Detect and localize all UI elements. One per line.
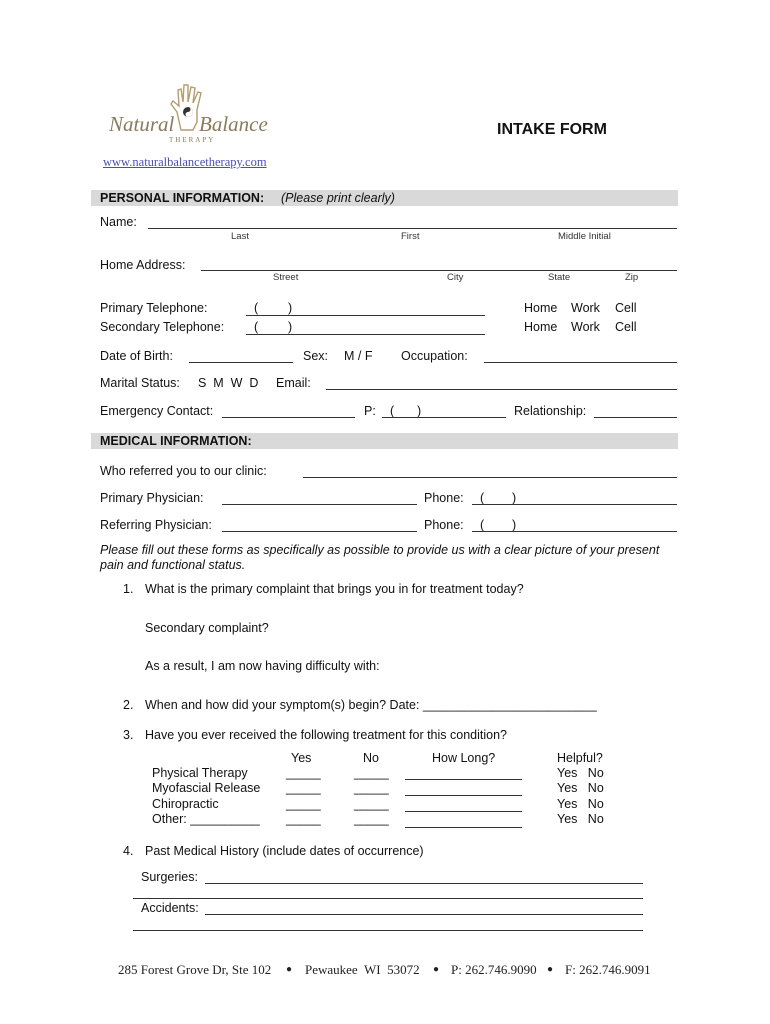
- accidents-label: Accidents:: [141, 901, 199, 915]
- primary-phone-paren-open: (: [254, 301, 259, 315]
- occupation-label: Occupation:: [401, 349, 468, 363]
- referring-physician-label: Referring Physician:: [100, 518, 212, 532]
- marital-label: Marital Status:: [100, 376, 180, 390]
- primary-phone-label: Primary Telephone:: [100, 301, 208, 315]
- name-field[interactable]: [148, 228, 677, 229]
- name-last-caption: Last: [231, 231, 249, 242]
- surgeries-label: Surgeries:: [141, 870, 198, 884]
- footer-bullet: ●: [286, 964, 293, 975]
- footer-fax: F: 262.746.9091: [565, 962, 651, 977]
- q1-number: 1.: [123, 582, 134, 596]
- footer-city: Pewaukee WI 53072: [305, 962, 420, 977]
- treatment-row-label: Physical Therapy: [152, 766, 248, 780]
- accidents-field[interactable]: [205, 914, 643, 915]
- name-mi-caption: Middle Initial: [558, 231, 611, 242]
- marital-options[interactable]: S M W D: [198, 376, 259, 390]
- col-no: No: [363, 751, 379, 765]
- dob-label: Date of Birth:: [100, 349, 173, 363]
- q1-result: As a result, I am now having difficulty with:: [145, 659, 380, 673]
- secondary-phone-field[interactable]: [246, 334, 485, 335]
- sex-options[interactable]: M / F: [344, 349, 373, 363]
- surgeries-field-extra[interactable]: [133, 898, 643, 899]
- occupation-field[interactable]: [484, 362, 677, 363]
- form-title: INTAKE FORM: [497, 121, 607, 138]
- emergency-label: Emergency Contact:: [100, 404, 214, 418]
- treatment-yes-blank[interactable]: _____: [286, 812, 321, 826]
- treatment-how-long-field[interactable]: [405, 795, 522, 796]
- logo-word-natural: Natural: [109, 112, 175, 136]
- treatment-how-long-field[interactable]: [405, 779, 522, 780]
- q2-number: 2.: [123, 698, 134, 712]
- q4-number: 4.: [123, 844, 134, 858]
- accidents-field-extra[interactable]: [133, 930, 643, 931]
- addr-state-caption: State: [548, 272, 571, 283]
- treatment-helpful-options[interactable]: Yes No: [557, 766, 604, 780]
- dob-field[interactable]: [189, 362, 293, 363]
- instructions-text: Please fill out these forms as specifically as possible to provide us with a clear picture of your present pain and functional status.: [100, 543, 660, 572]
- footer-phone: P: 262.746.9090: [451, 962, 537, 977]
- q3-text: Have you ever received the following treatment for this condition?: [145, 728, 507, 742]
- personal-info-heading: PERSONAL INFORMATION:: [100, 191, 265, 205]
- secondary-phone-paren-close: ): [288, 320, 293, 334]
- rp-paren-open: (: [480, 518, 485, 532]
- rp-paren-close: ): [512, 518, 517, 532]
- q3-number: 3.: [123, 728, 134, 742]
- name-first-caption: First: [401, 231, 420, 242]
- referring-physician-phone-label: Phone:: [424, 518, 464, 532]
- primary-home-option[interactable]: Home: [524, 301, 558, 315]
- treatment-yes-blank[interactable]: _____: [286, 797, 321, 811]
- primary-physician-phone-field[interactable]: [472, 504, 677, 505]
- referred-label: Who referred you to our clinic:: [100, 464, 267, 478]
- treatment-how-long-field[interactable]: [405, 827, 522, 828]
- sex-label: Sex:: [303, 349, 329, 363]
- q2-text: When and how did your symptom(s) begin? Date: _________________________: [145, 698, 597, 712]
- secondary-phone-paren-open: (: [254, 320, 259, 334]
- col-helpful: Helpful?: [557, 751, 603, 765]
- referred-field[interactable]: [303, 477, 677, 478]
- emergency-paren-close: ): [417, 404, 422, 418]
- logo: [109, 84, 269, 146]
- referring-physician-phone-field[interactable]: [472, 531, 677, 532]
- col-how-long: How Long?: [432, 751, 496, 765]
- q1-secondary: Secondary complaint?: [145, 621, 269, 635]
- treatment-how-long-field[interactable]: [405, 811, 522, 812]
- treatment-row-label: Myofascial Release: [152, 781, 261, 795]
- primary-phone-paren-close: ): [288, 301, 293, 315]
- logo-word-balance: Balance: [199, 112, 268, 136]
- treatment-helpful-options[interactable]: Yes No: [557, 812, 604, 826]
- primary-work-option[interactable]: Work: [571, 301, 600, 315]
- secondary-work-option[interactable]: Work: [571, 320, 600, 334]
- primary-physician-field[interactable]: [222, 504, 417, 505]
- footer-bullet: ●: [433, 964, 440, 975]
- name-label: Name:: [100, 215, 137, 229]
- medical-info-heading: MEDICAL INFORMATION:: [100, 434, 252, 448]
- emergency-paren-open: (: [390, 404, 395, 418]
- primary-physician-label: Primary Physician:: [100, 491, 204, 505]
- emergency-p-label: P:: [364, 404, 376, 418]
- website-link[interactable]: www.naturalbalancetherapy.com: [103, 155, 267, 169]
- logo-subtitle: THERAPY: [169, 136, 216, 144]
- emergency-field[interactable]: [222, 417, 355, 418]
- address-label: Home Address:: [100, 258, 186, 272]
- emergency-phone-field[interactable]: [382, 417, 506, 418]
- footer-address: 285 Forest Grove Dr, Ste 102: [118, 962, 272, 977]
- treatment-row-label: Other: __________: [152, 812, 260, 826]
- treatment-yes-blank[interactable]: _____: [286, 781, 321, 795]
- footer-bullet: ●: [547, 964, 554, 975]
- q4-text: Past Medical History (include dates of occurrence): [145, 844, 424, 858]
- referring-physician-field[interactable]: [222, 531, 417, 532]
- surgeries-field[interactable]: [205, 883, 643, 884]
- addr-street-caption: Street: [273, 272, 299, 283]
- primary-physician-phone-label: Phone:: [424, 491, 464, 505]
- treatment-no-blank[interactable]: _____: [354, 812, 389, 826]
- relationship-label: Relationship:: [514, 404, 587, 418]
- relationship-field[interactable]: [594, 417, 677, 418]
- treatment-yes-blank[interactable]: _____: [286, 766, 321, 780]
- treatment-helpful-options[interactable]: Yes No: [557, 781, 604, 795]
- pp-paren-open: (: [480, 491, 485, 505]
- addr-city-caption: City: [447, 272, 464, 283]
- print-clearly-note: (Please print clearly): [281, 191, 395, 205]
- treatment-helpful-options[interactable]: Yes No: [557, 797, 604, 811]
- secondary-home-option[interactable]: Home: [524, 320, 558, 334]
- treatment-no-blank[interactable]: _____: [354, 797, 389, 811]
- secondary-cell-option[interactable]: Cell: [615, 320, 637, 334]
- primary-cell-option[interactable]: Cell: [615, 301, 637, 315]
- email-label: Email:: [276, 376, 311, 390]
- treatment-no-blank[interactable]: _____: [354, 766, 389, 780]
- secondary-phone-label: Secondary Telephone:: [100, 320, 225, 334]
- treatment-no-blank[interactable]: _____: [354, 781, 389, 795]
- treatment-row-label: Chiropractic: [152, 797, 219, 811]
- primary-phone-field[interactable]: [246, 315, 485, 316]
- address-field[interactable]: [201, 270, 677, 271]
- addr-zip-caption: Zip: [625, 272, 639, 283]
- q1-text: What is the primary complaint that brings you in for treatment today?: [145, 582, 524, 596]
- email-field[interactable]: [326, 389, 677, 390]
- pp-paren-close: ): [512, 491, 517, 505]
- col-yes: Yes: [291, 751, 312, 765]
